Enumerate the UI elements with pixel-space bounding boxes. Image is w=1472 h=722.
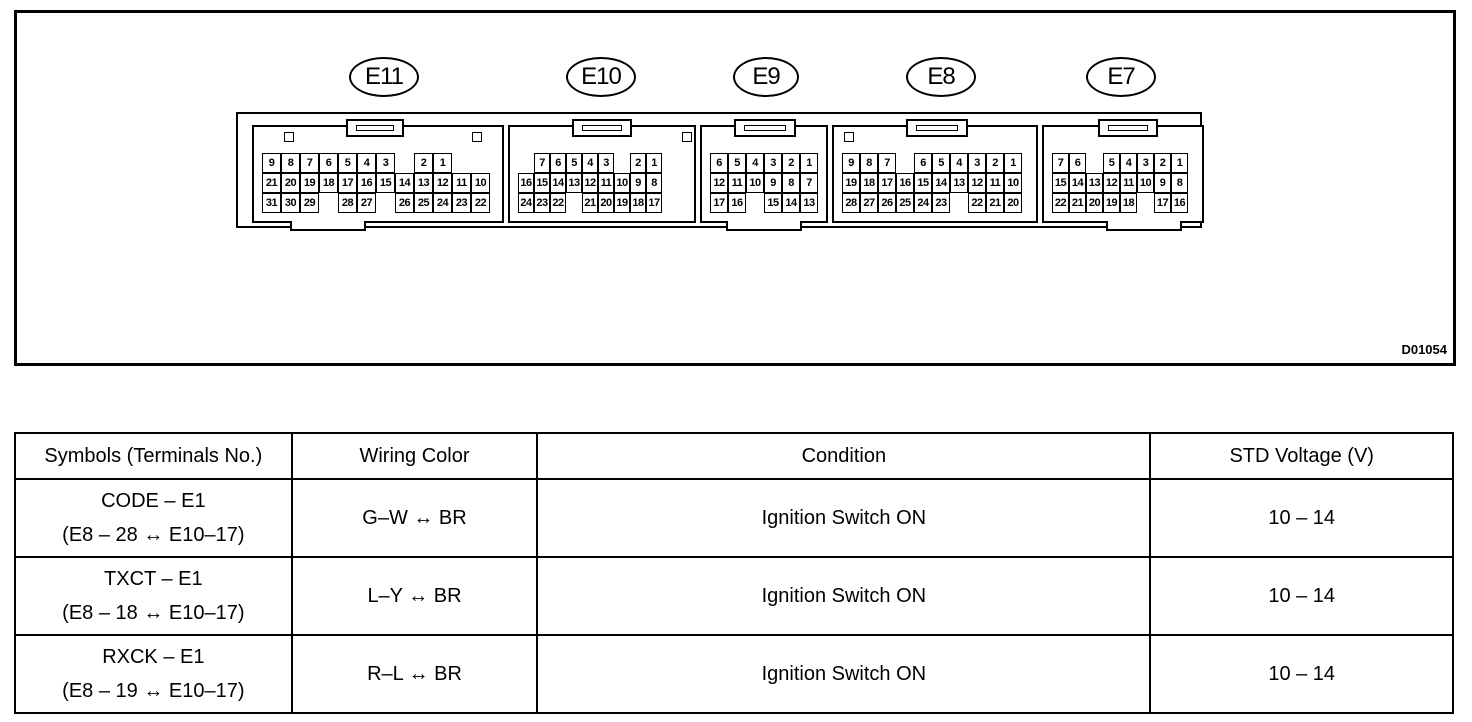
pin-e8-5: 5 (932, 153, 950, 173)
pin-e10-12: 12 (582, 173, 598, 193)
column-header-std-voltage: STD Voltage (V) (1150, 433, 1453, 479)
connector-latch (734, 119, 796, 137)
pin-e9-1: 1 (800, 153, 818, 173)
connector-e9 (700, 125, 828, 223)
pin-e10-8: 8 (646, 173, 662, 193)
connector-latch (906, 119, 968, 137)
pin-e8-15: 15 (914, 173, 932, 193)
symbol-name: RXCK – E1 (102, 646, 205, 668)
pin-e8-19: 19 (842, 173, 860, 193)
pin-e7-14: 14 (1069, 173, 1086, 193)
pin-blank (896, 153, 914, 173)
pin-grid (710, 153, 818, 213)
condition-cell: Ignition Switch ON (537, 557, 1150, 635)
pin-e9-5: 5 (728, 153, 746, 173)
pin-blank (662, 173, 678, 193)
symbol-cell (15, 635, 292, 713)
pin-e11-10: 10 (471, 173, 490, 193)
pin-e7-22: 22 (1052, 193, 1069, 213)
pin-grid (262, 153, 490, 213)
pin-e8-14: 14 (932, 173, 950, 193)
pin-e8-4: 4 (950, 153, 968, 173)
pin-e11-2: 2 (414, 153, 433, 173)
pin-e9-15: 15 (764, 193, 782, 213)
pin-e8-22: 22 (968, 193, 986, 213)
pin-e10-24: 24 (518, 193, 534, 213)
pin-e11-21: 21 (262, 173, 281, 193)
pin-e11-27: 27 (357, 193, 376, 213)
pin-e7-18: 18 (1120, 193, 1137, 213)
pin-e9-16: 16 (728, 193, 746, 213)
wiring-color-cell: R–L ↔ BR (292, 635, 538, 713)
pin-e7-15: 15 (1052, 173, 1069, 193)
connector-label-e7: E7 (1086, 57, 1156, 97)
pin-e10-18: 18 (630, 193, 646, 213)
pin-blank (1086, 153, 1103, 173)
condition-cell: Ignition Switch ON (537, 635, 1150, 713)
pin-e8-8: 8 (860, 153, 878, 173)
pin-e11-16: 16 (357, 173, 376, 193)
diagram-code: D01054 (1401, 342, 1447, 357)
pin-e8-24: 24 (914, 193, 932, 213)
pin-e11-13: 13 (414, 173, 433, 193)
pin-e9-17: 17 (710, 193, 728, 213)
connector-e11 (252, 125, 504, 223)
pin-e8-21: 21 (986, 193, 1004, 213)
connector-key (290, 221, 366, 231)
pin-e10-5: 5 (566, 153, 582, 173)
symbol-cell (15, 557, 292, 635)
pin-e11-12: 12 (433, 173, 452, 193)
pin-e11-14: 14 (395, 173, 414, 193)
connector-label-e11: E11 (349, 57, 419, 97)
voltage-cell: 10 – 14 (1150, 557, 1453, 635)
pin-e7-17: 17 (1154, 193, 1171, 213)
pin-blank (471, 153, 490, 173)
pin-e11-20: 20 (281, 173, 300, 193)
pin-e8-20: 20 (1004, 193, 1022, 213)
pin-e8-27: 27 (860, 193, 878, 213)
connector-label-e8: E8 (906, 57, 976, 97)
pin-e10-14: 14 (550, 173, 566, 193)
pin-e9-9: 9 (764, 173, 782, 193)
pin-e8-12: 12 (968, 173, 986, 193)
connector-e8 (832, 125, 1038, 223)
pin-e10-19: 19 (614, 193, 630, 213)
pin-e11-6: 6 (319, 153, 338, 173)
pin-e11-19: 19 (300, 173, 319, 193)
table-header-row (15, 433, 1453, 479)
table-row (15, 635, 1453, 713)
pin-e11-30: 30 (281, 193, 300, 213)
column-header-wiring-color: Wiring Color (292, 433, 538, 479)
connector-nub (472, 132, 482, 142)
pin-e9-4: 4 (746, 153, 764, 173)
pin-blank (566, 193, 582, 213)
pin-e7-6: 6 (1069, 153, 1086, 173)
pin-e10-22: 22 (550, 193, 566, 213)
pin-e11-4: 4 (357, 153, 376, 173)
pin-e10-9: 9 (630, 173, 646, 193)
pin-e11-22: 22 (471, 193, 490, 213)
wiring-color-cell: L–Y ↔ BR (292, 557, 538, 635)
connector-nub (284, 132, 294, 142)
pin-e7-1: 1 (1171, 153, 1188, 173)
pin-e11-1: 1 (433, 153, 452, 173)
pin-e10-11: 11 (598, 173, 614, 193)
connector-e7 (1042, 125, 1204, 223)
pin-e11-23: 23 (452, 193, 471, 213)
connector-key (1106, 221, 1182, 231)
pin-blank (395, 153, 414, 173)
pin-e10-2: 2 (630, 153, 646, 173)
pin-e11-8: 8 (281, 153, 300, 173)
pin-e11-9: 9 (262, 153, 281, 173)
pin-e8-23: 23 (932, 193, 950, 213)
pin-e7-5: 5 (1103, 153, 1120, 173)
connector-nub (844, 132, 854, 142)
symbol-name: CODE – E1 (101, 490, 206, 512)
pin-e7-10: 10 (1137, 173, 1154, 193)
pin-e9-3: 3 (764, 153, 782, 173)
pin-grid (842, 153, 1022, 213)
pin-e8-26: 26 (878, 193, 896, 213)
pin-e9-7: 7 (800, 173, 818, 193)
pin-e10-13: 13 (566, 173, 582, 193)
pin-e11-29: 29 (300, 193, 319, 213)
pin-e7-3: 3 (1137, 153, 1154, 173)
table-row (15, 557, 1453, 635)
pin-e8-13: 13 (950, 173, 968, 193)
symbol-name: TXCT – E1 (104, 568, 203, 590)
connector-latch (1098, 119, 1158, 137)
pin-e10-3: 3 (598, 153, 614, 173)
pin-e9-13: 13 (800, 193, 818, 213)
pin-e11-7: 7 (300, 153, 319, 173)
terminal-numbers: (E8 – 18 ↔ E10–17) (62, 602, 245, 624)
pin-e10-23: 23 (534, 193, 550, 213)
connector-label-e9: E9 (733, 57, 799, 97)
pin-e8-1: 1 (1004, 153, 1022, 173)
connector-latch (572, 119, 632, 137)
pin-e7-21: 21 (1069, 193, 1086, 213)
table-row (15, 479, 1453, 557)
pin-e7-12: 12 (1103, 173, 1120, 193)
pin-e11-3: 3 (376, 153, 395, 173)
pin-blank (376, 193, 395, 213)
pin-e10-4: 4 (582, 153, 598, 173)
pin-e11-25: 25 (414, 193, 433, 213)
pin-e8-6: 6 (914, 153, 932, 173)
pin-e11-31: 31 (262, 193, 281, 213)
pin-e10-6: 6 (550, 153, 566, 173)
pin-e9-14: 14 (782, 193, 800, 213)
pin-e9-12: 12 (710, 173, 728, 193)
wiring-color-cell: G–W ↔ BR (292, 479, 538, 557)
pin-e8-16: 16 (896, 173, 914, 193)
pin-e10-20: 20 (598, 193, 614, 213)
pin-e9-6: 6 (710, 153, 728, 173)
pin-e11-24: 24 (433, 193, 452, 213)
pin-e9-2: 2 (782, 153, 800, 173)
pin-blank (452, 153, 471, 173)
pin-e8-3: 3 (968, 153, 986, 173)
pin-e8-17: 17 (878, 173, 896, 193)
pin-e8-18: 18 (860, 173, 878, 193)
pin-e10-17: 17 (646, 193, 662, 213)
pin-e10-1: 1 (646, 153, 662, 173)
pin-e8-7: 7 (878, 153, 896, 173)
symbol-cell (15, 479, 292, 557)
pin-e7-20: 20 (1086, 193, 1103, 213)
connector-nub (682, 132, 692, 142)
terminal-voltage-table (14, 432, 1454, 714)
pin-e8-28: 28 (842, 193, 860, 213)
pin-grid (1052, 153, 1188, 213)
pin-e7-13: 13 (1086, 173, 1103, 193)
pin-grid (518, 153, 678, 213)
condition-cell: Ignition Switch ON (537, 479, 1150, 557)
pin-e11-18: 18 (319, 173, 338, 193)
pin-e7-9: 9 (1154, 173, 1171, 193)
pin-e7-4: 4 (1120, 153, 1137, 173)
pin-e7-8: 8 (1171, 173, 1188, 193)
connector-key (726, 221, 802, 231)
pin-e7-19: 19 (1103, 193, 1120, 213)
connector-latch (346, 119, 404, 137)
pin-e11-15: 15 (376, 173, 395, 193)
pin-blank (319, 193, 338, 213)
voltage-cell: 10 – 14 (1150, 479, 1453, 557)
pin-e10-16: 16 (518, 173, 534, 193)
connector-label-e10: E10 (566, 57, 636, 97)
pin-e7-2: 2 (1154, 153, 1171, 173)
pin-blank (950, 193, 968, 213)
column-header-symbols: Symbols (Terminals No.) (15, 433, 292, 479)
terminal-numbers: (E8 – 28 ↔ E10–17) (62, 524, 245, 546)
pin-e7-7: 7 (1052, 153, 1069, 173)
pin-blank (518, 153, 534, 173)
pin-e11-5: 5 (338, 153, 357, 173)
pin-e8-11: 11 (986, 173, 1004, 193)
pin-e8-2: 2 (986, 153, 1004, 173)
pin-e10-15: 15 (534, 173, 550, 193)
pin-e7-16: 16 (1171, 193, 1188, 213)
pin-e11-28: 28 (338, 193, 357, 213)
pin-e10-21: 21 (582, 193, 598, 213)
voltage-cell: 10 – 14 (1150, 635, 1453, 713)
pin-e9-11: 11 (728, 173, 746, 193)
pin-e10-10: 10 (614, 173, 630, 193)
pin-e11-17: 17 (338, 173, 357, 193)
pin-e11-26: 26 (395, 193, 414, 213)
pin-e8-10: 10 (1004, 173, 1022, 193)
pin-blank (662, 193, 678, 213)
pin-e11-11: 11 (452, 173, 471, 193)
pin-e10-7: 7 (534, 153, 550, 173)
column-header-condition: Condition (537, 433, 1150, 479)
pin-e9-8: 8 (782, 173, 800, 193)
pin-blank (746, 193, 764, 213)
pin-e7-11: 11 (1120, 173, 1137, 193)
connector-e10 (508, 125, 696, 223)
pin-e8-9: 9 (842, 153, 860, 173)
terminal-numbers: (E8 – 19 ↔ E10–17) (62, 680, 245, 702)
pin-blank (662, 153, 678, 173)
pin-e9-10: 10 (746, 173, 764, 193)
pin-blank (614, 153, 630, 173)
pin-e8-25: 25 (896, 193, 914, 213)
pin-blank (1137, 193, 1154, 213)
